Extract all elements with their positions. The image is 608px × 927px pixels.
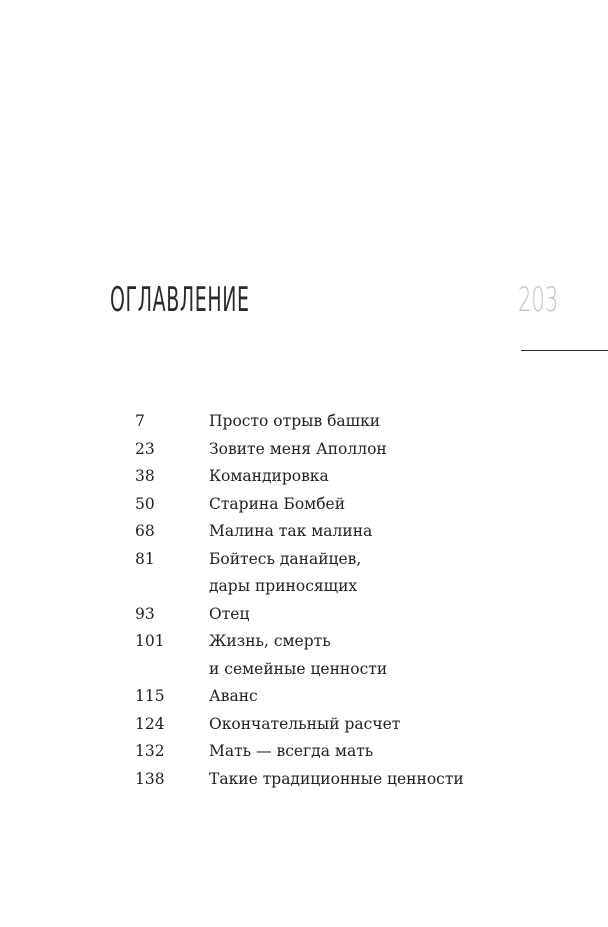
toc-page-number: 93 [135,604,155,623]
toc-entry[interactable] [135,711,555,739]
toc-entry[interactable] [135,436,555,464]
toc-page-number: 38 [135,467,155,485]
toc-title: Аванс [209,687,258,705]
toc-title: и семейные ценности [209,659,388,678]
toc-entry[interactable] [135,766,555,794]
toc-entry[interactable] [135,463,555,491]
toc-page-number: 101 [135,632,165,650]
toc-entry[interactable] [135,546,555,574]
toc-entry[interactable] [135,491,555,519]
toc-entry[interactable] [135,628,555,656]
toc-page-number [135,656,209,684]
toc-entry[interactable] [135,738,555,766]
toc-title: Бойтесь данайцев, [209,549,362,568]
toc-entry[interactable] [135,683,555,711]
toc-title: Отец [209,604,250,623]
toc-page-number: 23 [135,439,155,458]
toc-title: Жизнь, смерть [209,632,331,650]
toc-page-number: 115 [135,687,165,705]
toc-page-number: 124 [135,714,165,733]
toc-title: Просто отрыв башки [209,412,381,430]
toc-page-number: 7 [135,412,145,430]
toc-title: Командировка [209,467,329,485]
toc-page-number: 50 [135,494,155,513]
toc-title: Малина так малина [209,522,373,540]
table-of-contents [135,408,555,793]
page-number-rule [521,350,608,351]
toc-entry[interactable] [135,408,555,436]
page-number: 203 [518,280,559,320]
toc-title: Такие традиционные ценности [209,769,464,788]
toc-title: Мать — всегда мать [209,742,374,760]
toc-page-number: 68 [135,522,155,540]
toc-title: Зовите меня Аполлон [209,439,387,458]
toc-page-number: 81 [135,549,155,568]
toc-page-number: 132 [135,742,165,760]
toc-page-number [135,573,209,601]
toc-page-number: 138 [135,769,165,788]
toc-title: Окончательный расчет [209,714,401,733]
toc-entry[interactable] [135,601,555,629]
toc-title: дары приносящих [209,577,358,595]
toc-entry-continuation[interactable] [135,573,555,601]
toc-title: Старина Бомбей [209,494,346,513]
page-title: ОГЛАВЛЕНИЕ [110,280,250,320]
toc-entry[interactable] [135,518,555,546]
toc-entry-continuation[interactable] [135,656,555,684]
